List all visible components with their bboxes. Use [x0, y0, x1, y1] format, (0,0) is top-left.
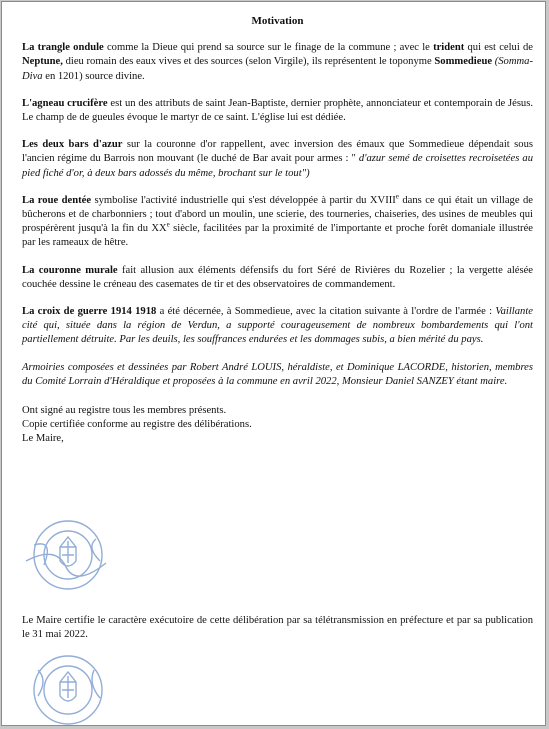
bold-term: Les deux bars d'azur — [22, 139, 123, 151]
signature-line-2: Copie certifiée conforme au registre des délibérations. — [22, 419, 252, 431]
paragraph-croix: La croix de guerre 1914 1918 a été décernée, à Sommedieue, avec la citation suivante à l'ordre de l'armée : Vaillante cité qui, située dans la région de Verdun, a supporté courageusement de nombreux bombardements qui l'ont partiellement détruite. Par les deuils, les souffrances endurées et les dommages subis, a bien mérité du pays. — [22, 306, 533, 346]
stamp-seal-icon — [24, 515, 114, 595]
paragraph-agneau: L'agneau crucifère est un des attributs de saint Jean-Baptiste, dernier prophète, annonciateur et contemporain de Jésus. Le champ de de gueules évoque le martyr de ce saint. L'église lui est dédiée. — [22, 97, 534, 124]
mairie-stamp-2 — [24, 650, 114, 726]
bold-term: La couronne murale — [22, 264, 118, 276]
mairie-stamp-1 — [24, 515, 114, 595]
bold-term: La croix de guerre 1914 1918 — [22, 306, 157, 318]
bold-term: trident — [433, 42, 465, 54]
paragraph-couronne: La couronne murale fait allusion aux éléments défensifs du fort Séré de Rivières du Rozelier ; la vergette alésée couchée dessine le créneau des casemates de tir et des observatoires de commandement. — [22, 264, 533, 290]
paragraph-trangle: La trangle ondule comme la Dieue qui prend sa source sur le finage de la commune ; avec le trident qui est celui de Neptune, dieu romain des eaux vives et des sources (selon Virgile), ils représentent le toponyme Sommedieue (Somma-Diva en 1201) source divine. — [22, 42, 533, 82]
paragraph-roue: La roue dentée symbolise l'activité industrielle qui s'est développée à partir du XVIIIe dans ce qui était un village de bûcherons et de charbonniers ; tout d'abord un moulin, une scierie, des tourneries, chaiseries, des usines de meubles qui prospérèrent jusqu'à la fin du XXe siècle, facilitées par la proximité de l'importante et proche forêt domaniale illustrée par les rameaux de hêtre. — [22, 192, 533, 249]
page-title: Motivation — [251, 15, 304, 27]
signature-line-3: Le Maire, — [22, 433, 64, 445]
bold-term: La trangle ondule — [22, 42, 104, 54]
certification-block — [22, 614, 533, 642]
signature-line-1: Ont signé au registre tous les membres présents. — [22, 405, 227, 417]
stamp-seal-icon — [24, 650, 114, 726]
document-page — [1, 1, 546, 726]
document-body — [22, 14, 533, 447]
bold-term: Neptune, — [22, 56, 63, 68]
bold-term: La roue dentée — [22, 194, 92, 206]
bold-term: Sommedieue — [434, 56, 493, 68]
bold-term: L'agneau crucifère — [22, 97, 108, 109]
credits-paragraph: Armoiries composées et dessinées par Robert André LOUIS, héraldiste, et Dominique LACORDE, historien, membres du Comité Lorrain d'Héraldique et proposées à la commune en avril 2022, Monsieur Daniel SANZEY étant maire. — [22, 361, 533, 387]
paragraph-bars: Les deux bars d'azur sur la couronne d'or rappellent, avec inversion des émaux que Sommedieue dépendait sous l'ancien régime du Barrois non mouvant (le duché de Bar avait pour armes : " d'azur semé de croisettes recroisetées au pied fiché d'or, à deux bars adossés du même, brochant sur le tout") — [22, 139, 533, 179]
certification-text: Le Maire certifie le caractère exécutoire de cette délibération par sa télétransmission en préfecture et par sa publication le 31 mai 2022. — [22, 615, 533, 641]
